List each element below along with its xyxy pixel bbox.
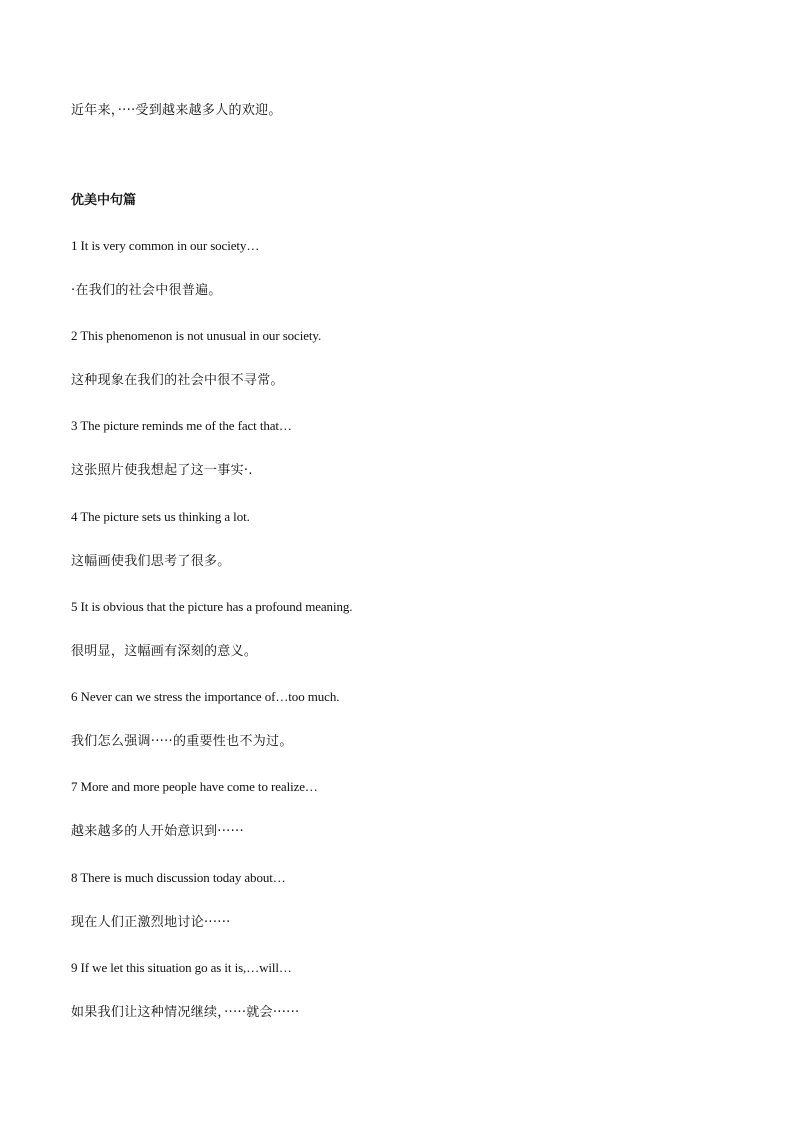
phrase-6-english: 6 Never can we stress the importance of…too much.: [71, 689, 340, 704]
phrase-4-english: 4 The picture sets us thinking a lot.: [71, 509, 250, 524]
phrase-7-english: 7 More and more people have come to realize…: [71, 779, 318, 794]
phrase-3-chinese: 这张照片使我想起了这一事实·.: [71, 463, 253, 478]
phrase-9-english: 9 If we let this situation go as it is,…will…: [71, 960, 292, 975]
phrase-1-english: 1 It is very common in our society…: [71, 238, 260, 253]
phrase-5-english: 5 It is obvious that the picture has a profound meaning.: [71, 599, 353, 614]
phrase-4-chinese: 这幅画使我们思考了很多。: [71, 554, 231, 569]
phrase-8-chinese: 现在人们正激烈地讨论······: [71, 915, 231, 930]
phrase-5-chinese: 很明显，这幅画有深刻的意义。: [71, 644, 258, 659]
section-title: 优美中句篇: [71, 193, 137, 208]
phrase-7-chinese: 越来越多的人开始意识到······: [71, 824, 244, 839]
phrase-1-chinese: ·在我们的社会中很普遍。: [71, 283, 222, 298]
intro-sentence: 近年来，····受到越来越多人的欢迎。: [71, 103, 282, 118]
phrase-8-english: 8 There is much discussion today about…: [71, 870, 286, 885]
phrase-2-chinese: 这种现象在我们的社会中很不寻常。: [71, 373, 284, 388]
phrase-3-english: 3 The picture reminds me of the fact that…: [71, 418, 292, 433]
phrase-2-english: 2 This phenomenon is not unusual in our society.: [71, 328, 322, 343]
phrase-9-chinese: 如果我们让这种情况继续，·····就会······: [71, 1005, 300, 1020]
phrase-6-chinese: 我们怎么强调·····的重要性也不为过。: [71, 734, 293, 749]
